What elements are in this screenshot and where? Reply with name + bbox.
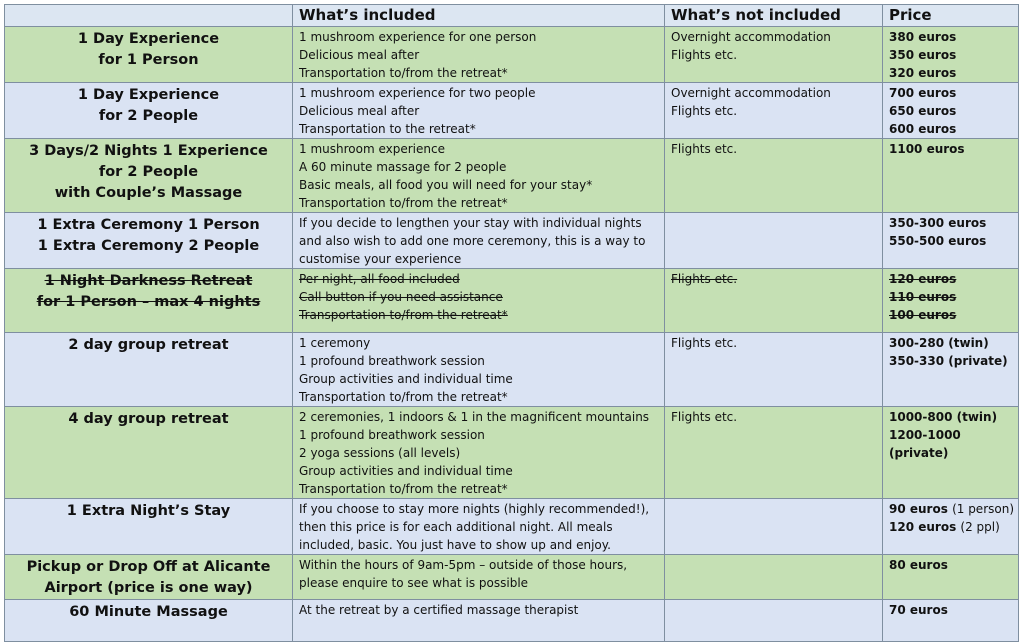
included-line: Transportation to/from the retreat* [299, 66, 508, 80]
price-cell [883, 213, 1019, 269]
service-line: for 2 People [98, 164, 199, 180]
not-included-cell [665, 407, 883, 499]
price-line: 700 euros [889, 86, 957, 100]
included-line: Transportation to/from the retreat* [299, 390, 508, 404]
price-cell [883, 333, 1019, 407]
price-cell [883, 407, 1019, 499]
not-included-cell [665, 499, 883, 555]
price-line: 120 euros [889, 272, 957, 286]
table-row [5, 83, 1019, 139]
service-cell [5, 83, 293, 139]
included-line: At the retreat by a certified massage therapist [299, 603, 579, 617]
included-line: Delicious meal after [299, 104, 420, 118]
not-included-line: Overnight accommodation [671, 30, 831, 44]
header-price: Price [883, 5, 1019, 27]
price-cell [883, 555, 1019, 600]
included-line: Within the hours of 9am-5pm – outside of those hours, [299, 558, 628, 572]
included-line: Transportation to/from the retreat* [299, 196, 508, 210]
service-line: 1 Day Experience [77, 87, 220, 103]
service-line: 1 Extra Night’s Stay [66, 503, 231, 519]
service-line: 1 Extra Ceremony 2 People [37, 238, 260, 254]
service-cell [5, 555, 293, 600]
included-line: Transportation to the retreat* [299, 122, 476, 136]
service-cell [5, 499, 293, 555]
table-row [5, 407, 1019, 499]
price-line: 350-330 (private) [889, 354, 1008, 368]
price-line: 300-280 (twin) [889, 336, 989, 350]
service-line: 3 Days/2 Nights 1 Experience [29, 143, 268, 159]
included-cell [293, 555, 665, 600]
service-line: 1 Extra Ceremony 1 Person [37, 217, 260, 233]
included-cell [293, 333, 665, 407]
included-cell [293, 600, 665, 642]
price-cell [883, 600, 1019, 642]
included-line: Group activities and individual time [299, 464, 513, 478]
service-line: 4 day group retreat [68, 411, 229, 427]
price-line: 1200-1000 [889, 428, 961, 442]
included-line: Per night, all food included [299, 272, 460, 286]
included-line: included, basic. You just have to show up and enjoy. [299, 538, 611, 552]
included-cell [293, 213, 665, 269]
not-included-cell [665, 333, 883, 407]
not-included-cell [665, 83, 883, 139]
service-line: 60 Minute Massage [69, 604, 228, 620]
service-line: for 2 People [98, 108, 199, 124]
not-included-line: Flights etc. [671, 142, 738, 156]
not-included-cell [665, 139, 883, 213]
service-line: 1 Day Experience [77, 31, 220, 47]
included-line: Call button if you need assistance [299, 290, 503, 304]
not-included-line: Flights etc. [671, 272, 738, 286]
not-included-line: Flights etc. [671, 48, 738, 62]
service-cell [5, 600, 293, 642]
price-line: 110 euros [889, 290, 957, 304]
service-line: for 1 Person – max 4 nights [36, 294, 261, 310]
table-row [5, 139, 1019, 213]
table-row [5, 213, 1019, 269]
not-included-cell [665, 555, 883, 600]
service-line: 1 Night Darkness Retreat [44, 273, 253, 289]
price-cell [883, 269, 1019, 333]
not-included-line: Flights etc. [671, 336, 738, 350]
price-cell [883, 139, 1019, 213]
included-line: 1 profound breathwork session [299, 428, 485, 442]
service-cell [5, 407, 293, 499]
price-line [889, 500, 1018, 518]
service-line: Pickup or Drop Off at Alicante [26, 559, 271, 575]
included-cell [293, 499, 665, 555]
service-cell [5, 27, 293, 83]
included-line: 1 mushroom experience [299, 142, 445, 156]
price-line: 1000-800 (twin) [889, 410, 998, 424]
included-line: If you decide to lengthen your stay with individual nights [299, 216, 642, 230]
included-line: then this price is for each additional night. All meals [299, 520, 613, 534]
price-cell [883, 27, 1019, 83]
included-cell [293, 139, 665, 213]
included-line: 1 ceremony [299, 336, 371, 350]
included-line: Basic meals, all food you will need for your stay* [299, 178, 593, 192]
price-line: 600 euros [889, 122, 957, 136]
pricing-table-container [4, 4, 1018, 642]
included-cell [293, 269, 665, 333]
price-line: 380 euros [889, 30, 957, 44]
included-line: Group activities and individual time [299, 372, 513, 386]
table-row [5, 27, 1019, 83]
table-row [5, 499, 1019, 555]
service-cell [5, 213, 293, 269]
not-included-line: Flights etc. [671, 104, 738, 118]
service-line: for 1 Person [98, 52, 199, 68]
not-included-cell [665, 269, 883, 333]
service-line: 2 day group retreat [68, 337, 229, 353]
pricing-table [4, 4, 1019, 642]
included-line: 1 profound breathwork session [299, 354, 485, 368]
header-included: What’s included [293, 5, 665, 27]
included-line: 1 mushroom experience for one person [299, 30, 537, 44]
header-row [5, 5, 1019, 27]
included-line: If you choose to stay more nights (highly recommended!), [299, 502, 650, 516]
header-service [5, 5, 293, 27]
header-not-included: What’s not included [665, 5, 883, 27]
service-cell [5, 139, 293, 213]
included-line: and also wish to add one more ceremony, this is a way to [299, 234, 646, 248]
price-line: (private) [889, 446, 949, 460]
not-included-cell [665, 213, 883, 269]
price-note: (1 person) [952, 502, 1015, 516]
included-line: 1 mushroom experience for two people [299, 86, 536, 100]
price-line: 550-500 euros [889, 234, 987, 248]
price-cell [883, 83, 1019, 139]
price-line: 100 euros [889, 308, 957, 322]
price-cell [883, 499, 1019, 555]
table-row-cancelled [5, 269, 1019, 333]
included-line: Transportation to/from the retreat* [299, 308, 508, 322]
table-row [5, 555, 1019, 600]
price-value: 120 euros [889, 520, 957, 534]
service-cell [5, 269, 293, 333]
price-line: 320 euros [889, 66, 957, 80]
included-line: please enquire to see what is possible [299, 576, 529, 590]
not-included-cell [665, 600, 883, 642]
price-line: 1100 euros [889, 142, 965, 156]
table-row [5, 600, 1019, 642]
included-line: 2 yoga sessions (all levels) [299, 446, 461, 460]
service-line: Airport (price is one way) [44, 580, 253, 596]
service-cell [5, 333, 293, 407]
included-cell [293, 407, 665, 499]
price-value: 90 euros [889, 502, 948, 516]
service-line: with Couple’s Massage [54, 185, 243, 201]
not-included-cell [665, 27, 883, 83]
included-line: Delicious meal after [299, 48, 420, 62]
included-line: 2 ceremonies, 1 indoors & 1 in the magnificent mountains [299, 410, 650, 424]
not-included-line: Flights etc. [671, 410, 738, 424]
price-note: (2 ppl) [960, 520, 1000, 534]
not-included-line: Overnight accommodation [671, 86, 831, 100]
price-line: 350 euros [889, 48, 957, 62]
price-line: 650 euros [889, 104, 957, 118]
included-line: Transportation to/from the retreat* [299, 482, 508, 496]
included-cell [293, 83, 665, 139]
included-cell [293, 27, 665, 83]
price-line: 350-300 euros [889, 216, 987, 230]
price-line: 80 euros [889, 558, 948, 572]
price-line: 70 euros [889, 603, 948, 617]
included-line: A 60 minute massage for 2 people [299, 160, 507, 174]
table-row [5, 333, 1019, 407]
included-line: customise your experience [299, 252, 462, 266]
price-line [889, 518, 1018, 536]
